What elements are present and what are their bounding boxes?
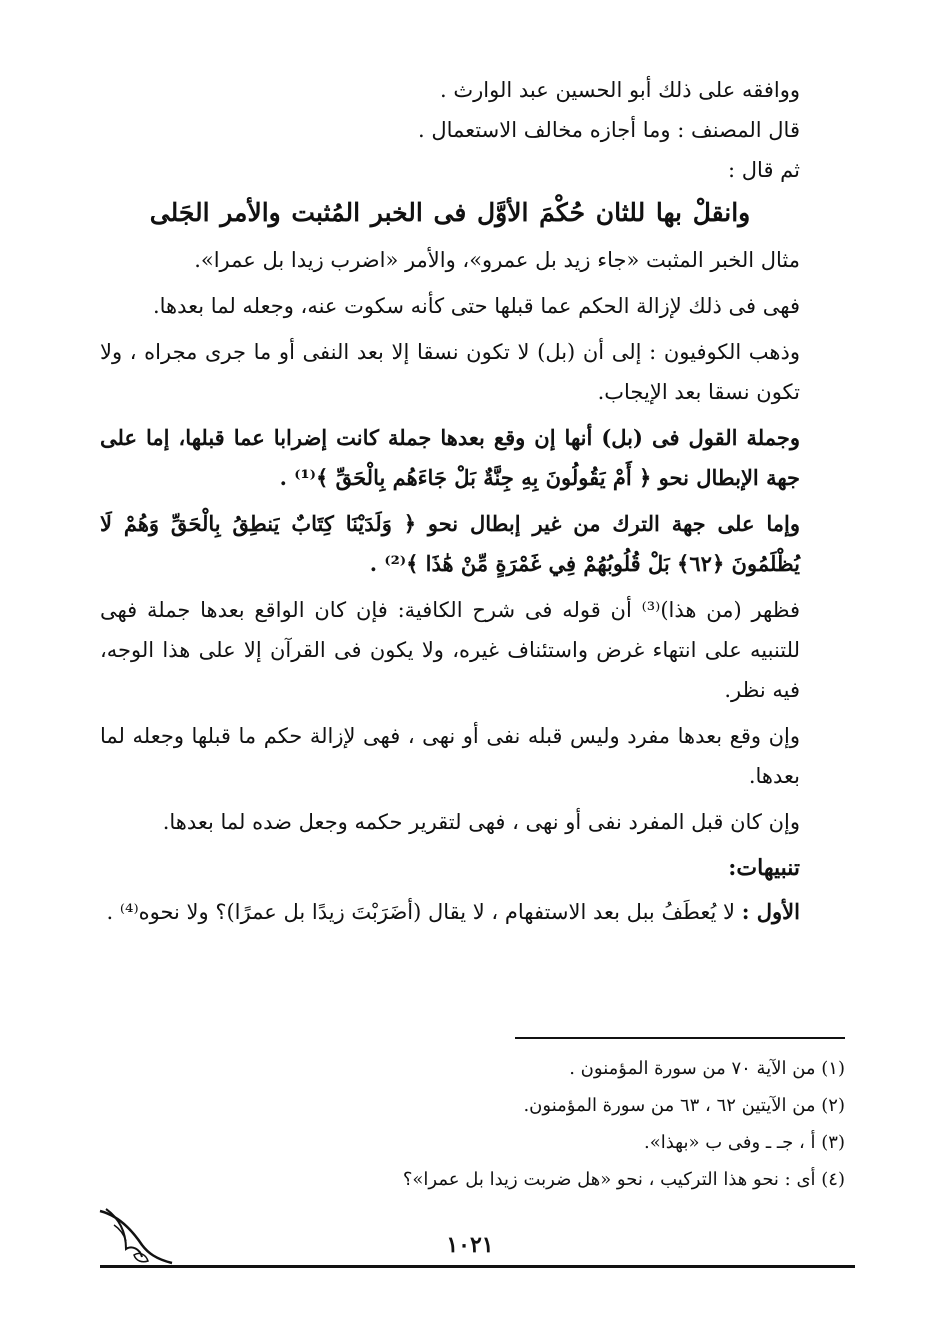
first-note-label: الأول : [741, 899, 800, 924]
first-note-text: لا يُعطَفُ ببل بعد الاستفهام ، لا يقال (أضَرَبْتَ زيدًا بل عمرًا)؟ ولا نحوه⁽⁴⁾ . [106, 900, 742, 924]
first-note-paragraph [100, 892, 800, 932]
quill-ornament-icon [96, 1205, 176, 1267]
paragraph-3: وذهب الكوفيون : إلى أن (بل) لا تكون نسقا إلا بعد النفى أو ما جرى مجراه ، ولا تكون نسقا بعد الإيجاب. [100, 340, 800, 404]
paragraph-8: وإن كان قبل المفرد نفى أو نهى ، فهى لتقرير حكمه وجعل ضده لما بعدها. [162, 810, 800, 834]
paragraph-6: فظهر (من هذا)⁽³⁾ أن قوله فى شرح الكافية: فإن كان الواقع بعدها جملة فهى للتنبيه على انتهاء غرض واستئناف غيره، ولا يكون فى القرآن إلا على هذا الوجه، فيه نظر. [100, 598, 800, 702]
text-line-2: قال المصنف : وما أجازه مخالف الاستعمال . [418, 118, 800, 142]
section-heading: تنبيهات: [728, 855, 800, 881]
paragraph-7: وإن وقع بعدها مفرد وليس قبله نفى أو نهى ، فهى لإزالة حكم ما قبلها وجعله لما بعدها. [100, 724, 800, 788]
main-text [100, 70, 800, 938]
paragraph-2: فهى فى ذلك لإزالة الحكم عما قبلها حتى كأنه سكوت عنه، وجعله لما بعدها. [152, 294, 800, 318]
bottom-rule [100, 1265, 855, 1268]
paragraph-5: وإما على جهة الترك من غير إبطال نحو ﴿ وَلَدَيْنَا كِتَابٌ يَنطِقُ بِالْحَقِّ وَهُمْ لَا يُظْلَمُونَ ﴿٦٢﴾ بَلْ قُلُوبُهُمْ فِي غَمْرَةٍ مِّنْ هَٰذَا ﴾⁽²⁾ . [100, 511, 800, 576]
footnote-2: (٢) من الآيتين ٦٢ ، ٦٣ من سورة المؤمنون. [523, 1095, 845, 1116]
page-number: ١٠٢١ [446, 1232, 494, 1258]
footnotes [300, 1050, 845, 1198]
text-line-1: ووافقه على ذلك أبو الحسين عبد الوارث . [440, 78, 800, 102]
footnote-4: (٤) أى : نحو هذا التركيب ، نحو «هل ضربت زيدا بل عمرا»؟ [402, 1169, 845, 1190]
footnote-separator [515, 1037, 845, 1039]
poetry-verse: وانقلْ بها للثان حُكْمَ الأوَّل فى الخبر المُثبت والأمر الجَلى [149, 198, 751, 227]
paragraph-1: مثال الخبر المثبت «جاء زيد بل عمرو»، والأمر «اضرب زيدا بل عمرا». [194, 248, 800, 272]
text-line-3: ثم قال : [728, 158, 800, 182]
footnote-3: (٣) أ ، جـ ـ وفى ب «بهذا». [643, 1132, 845, 1153]
paragraph-4: وجملة القول فى (بل) أنها إن وقع بعدها جملة كانت إضرابا عما قبلها، إما على جهة الإبطال نحو ﴿ أَمْ يَقُولُونَ بِهِ جِنَّةٌ بَلْ جَاءَهُم بِالْحَقِّ ﴾⁽¹⁾ . [100, 425, 800, 490]
footnote-1: (١) من الآية ٧٠ من سورة المؤمنون . [569, 1058, 845, 1079]
